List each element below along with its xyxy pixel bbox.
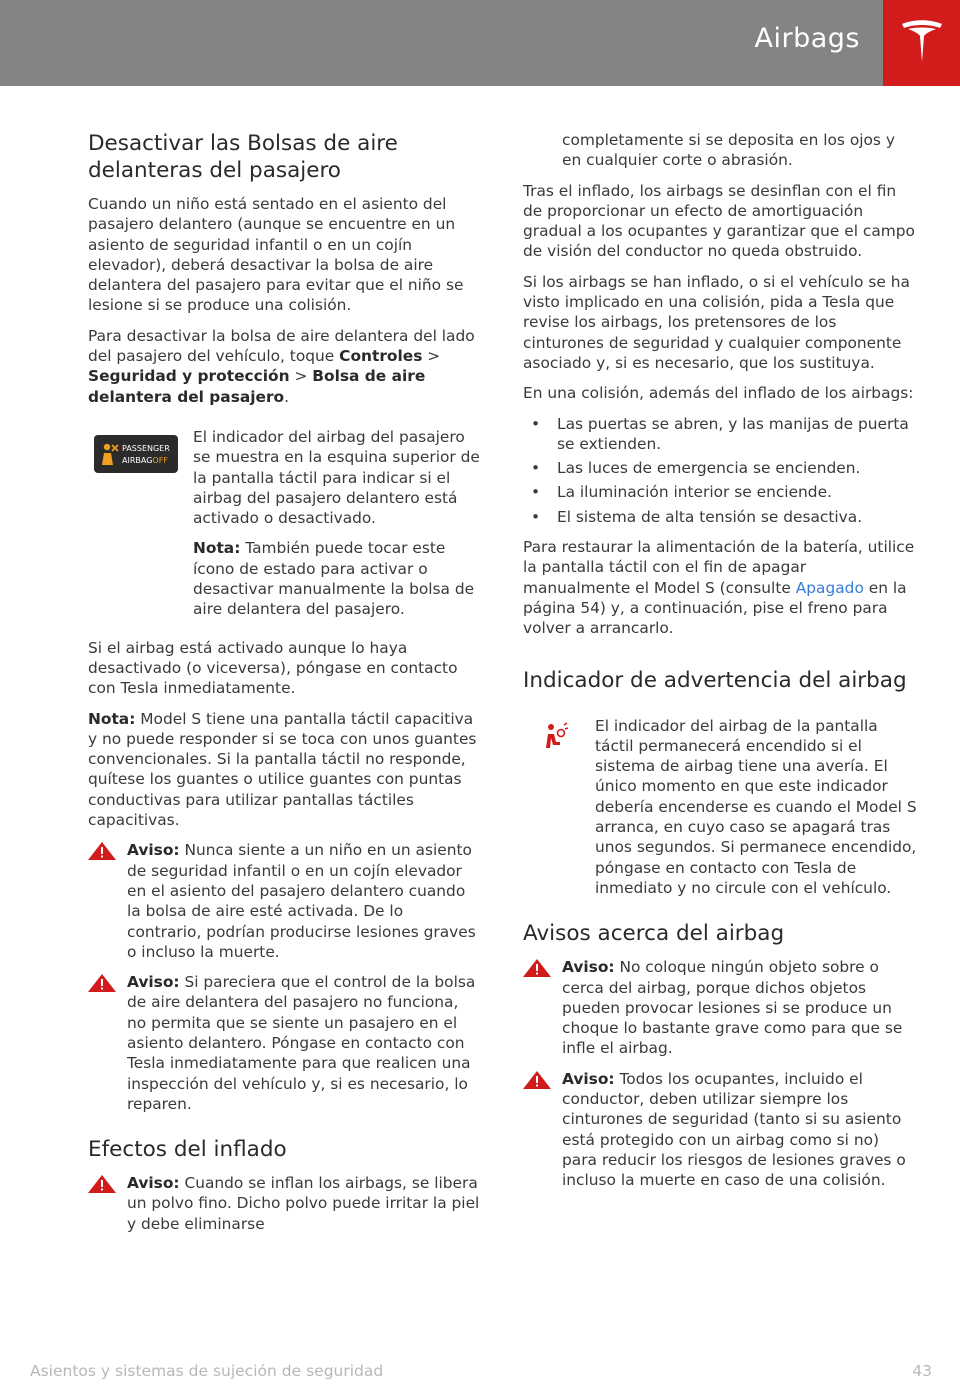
left-column (88, 130, 480, 1244)
indicator-note: Nota: También puede tocar este ícono de estado para activar o desactivar manualmente la bolsa de aire delantera del pasajero. (193, 539, 475, 619)
continued-warning: completamente si se deposita en los ojos y en cualquier corte o abrasión. (562, 131, 895, 170)
warning-seatbelts: Aviso: Todos los ocupantes, incluido el conductor, deben utilizar siempre los cinturones de seguridad (tanto si su asiento está protegido con un airbag como si no) para reducir los riesgos de lesiones graves o incluso la muerte en caso de una colisión. (523, 1069, 918, 1191)
warning-triangle-icon (88, 1175, 116, 1193)
menu-path-airbag: Bolsa de aire delantera del pasajero (88, 367, 426, 406)
list-item: • El sistema de alta tensión se desactiva. (531, 507, 863, 526)
list-item: • La iluminación interior se enciende. (531, 483, 832, 502)
paragraph: Cuando un niño está sentado en el asiento del pasajero delantero (aunque se encuentre en un asiento de seguridad infantil o en un cojín elevador), deberá desactivar la bolsa de aire delantera del pasajero para evitar que el niño se lesione si se produce una colisión. (88, 195, 464, 315)
section-heading-deactivate: Desactivar las Bolsas de aire delanteras del pasajero (88, 131, 398, 183)
passenger-airbag-indicator-block (88, 427, 480, 620)
section-heading-airbag-warnings: Avisos acerca del airbag (523, 921, 785, 947)
tesla-logo-icon (898, 14, 946, 70)
warning-triangle-icon (523, 959, 551, 977)
warning-indicator-description: El indicador del airbag de la pantalla táctil permanecerá encendido si el sistema de airbag tiene una avería. El único momento en que este indicador debería encenderse es cuando el Model S arranca, en cuyo caso se apagará tras unos segundos. Si permanece encendido, póngase en contacto con Tesla de inmediato y no circule con el vehículo. (595, 716, 917, 897)
airbag-warning-indicator-block (523, 716, 918, 899)
page-title: Airbags (754, 23, 860, 54)
warning-powder: Aviso: Cuando se inflan los airbags, se libera un polvo fino. Dicho polvo puede irritar la piel y debe eliminarse (88, 1173, 480, 1234)
indicator-description: El indicador del airbag del pasajero se muestra en la esquina superior de la pantalla táctil para indicar si el airbag del pasajero delantero está activado o desactivado. (193, 427, 480, 528)
svg-text:AIRBAGOFF: AIRBAGOFF (122, 455, 168, 465)
airbag-fault-icon (539, 722, 569, 752)
warning-triangle-icon (88, 974, 116, 992)
page-number: 43 (912, 1362, 932, 1380)
paragraph: Si el airbag está activado aunque lo haya desactivado (o viceversa), póngase en contacto con Tesla inmediatamente. (88, 638, 458, 698)
list-item: • Las puertas se abren, y las manijas de puerta se extienden. (531, 414, 909, 453)
section-heading-warning-indicator: Indicador de advertencia del airbag (523, 667, 907, 693)
page-header (0, 0, 960, 86)
paragraph: En una colisión, además del inflado de los airbags: (523, 384, 914, 403)
paragraph: Tras el inflado, los airbags se desinflan con el fin de proporcionar un efecto de amortiguación gradual a los ocupantes y garantizar que el campo de visión del conductor no queda obstruido. (523, 181, 915, 261)
section-heading-inflation: Efectos del inflado (88, 1137, 287, 1163)
right-column (523, 130, 918, 1200)
menu-path-controls: Controles (339, 347, 423, 366)
warning-child-seat: Aviso: Nunca siente a un niño en un asiento de seguridad infantil o en un cojín elevador en el asiento del pasajero delantero cuando la bolsa de aire esté activada. De lo contrario, podrían producirse lesiones graves o incluso la muerte. (88, 840, 480, 962)
paragraph-instructions: Para desactivar la bolsa de aire delantera del lado del pasajero del vehículo, toque Controles > Seguridad y protección > Bolsa de aire delantera del pasajero. (88, 326, 475, 406)
brand-logo (883, 0, 960, 86)
warning-objects: Aviso: No coloque ningún objeto sobre o cerca del airbag, porque dichos objetos pueden provocar lesiones si se produce un choque lo bastante grave como para que se infle el airbag. (523, 957, 918, 1058)
link-apagado[interactable]: Apagado (795, 578, 864, 597)
list-item: • Las luces de emergencia se encienden. (531, 459, 861, 478)
paragraph-restore-power: Para restaurar la alimentación de la batería, utilice la pantalla táctil con el fin de apagar manualmente el Model S (consulte Apagado en la página 54) y, a continuación, pise el freno para volver a arrancarlo. (523, 538, 915, 638)
collision-effects-list (523, 414, 918, 527)
warning-triangle-icon (523, 1071, 551, 1089)
footer-section-title: Asientos y sistemas de sujeción de seguridad (30, 1362, 384, 1380)
passenger-airbag-off-icon (94, 435, 178, 473)
paragraph: Si los airbags se han inflado, o si el vehículo se ha visto implicado en una colisión, pida a Tesla que revise los airbags, los pretensores de los cinturones de seguridad y cualquier componente asociado y, si es necesario, que los sustituya. (523, 272, 910, 372)
icon-label-passenger: PASSENGER (122, 443, 170, 453)
menu-path-safety: Seguridad y protección (88, 367, 290, 386)
warning-triangle-icon (88, 842, 116, 860)
note-gloves: Nota: Model S tiene una pantalla táctil capacitiva y no puede responder si se toca con unos guantes convencionales. Si la pantalla táctil no responde, quítese los guantes o utilice guantes con puntas conductivas para utilizar pantallas táctiles capacitivas. (88, 709, 477, 830)
warning-control-fail: Aviso: Si pareciera que el control de la bolsa de aire delantera del pasajero no funciona, no permita que se siente un pasajero en el asiento delantero. Póngase en contacto con Tesla inmediatamente para que realicen una inspección del vehículo y, si es necesario, lo reparen. (88, 972, 480, 1114)
